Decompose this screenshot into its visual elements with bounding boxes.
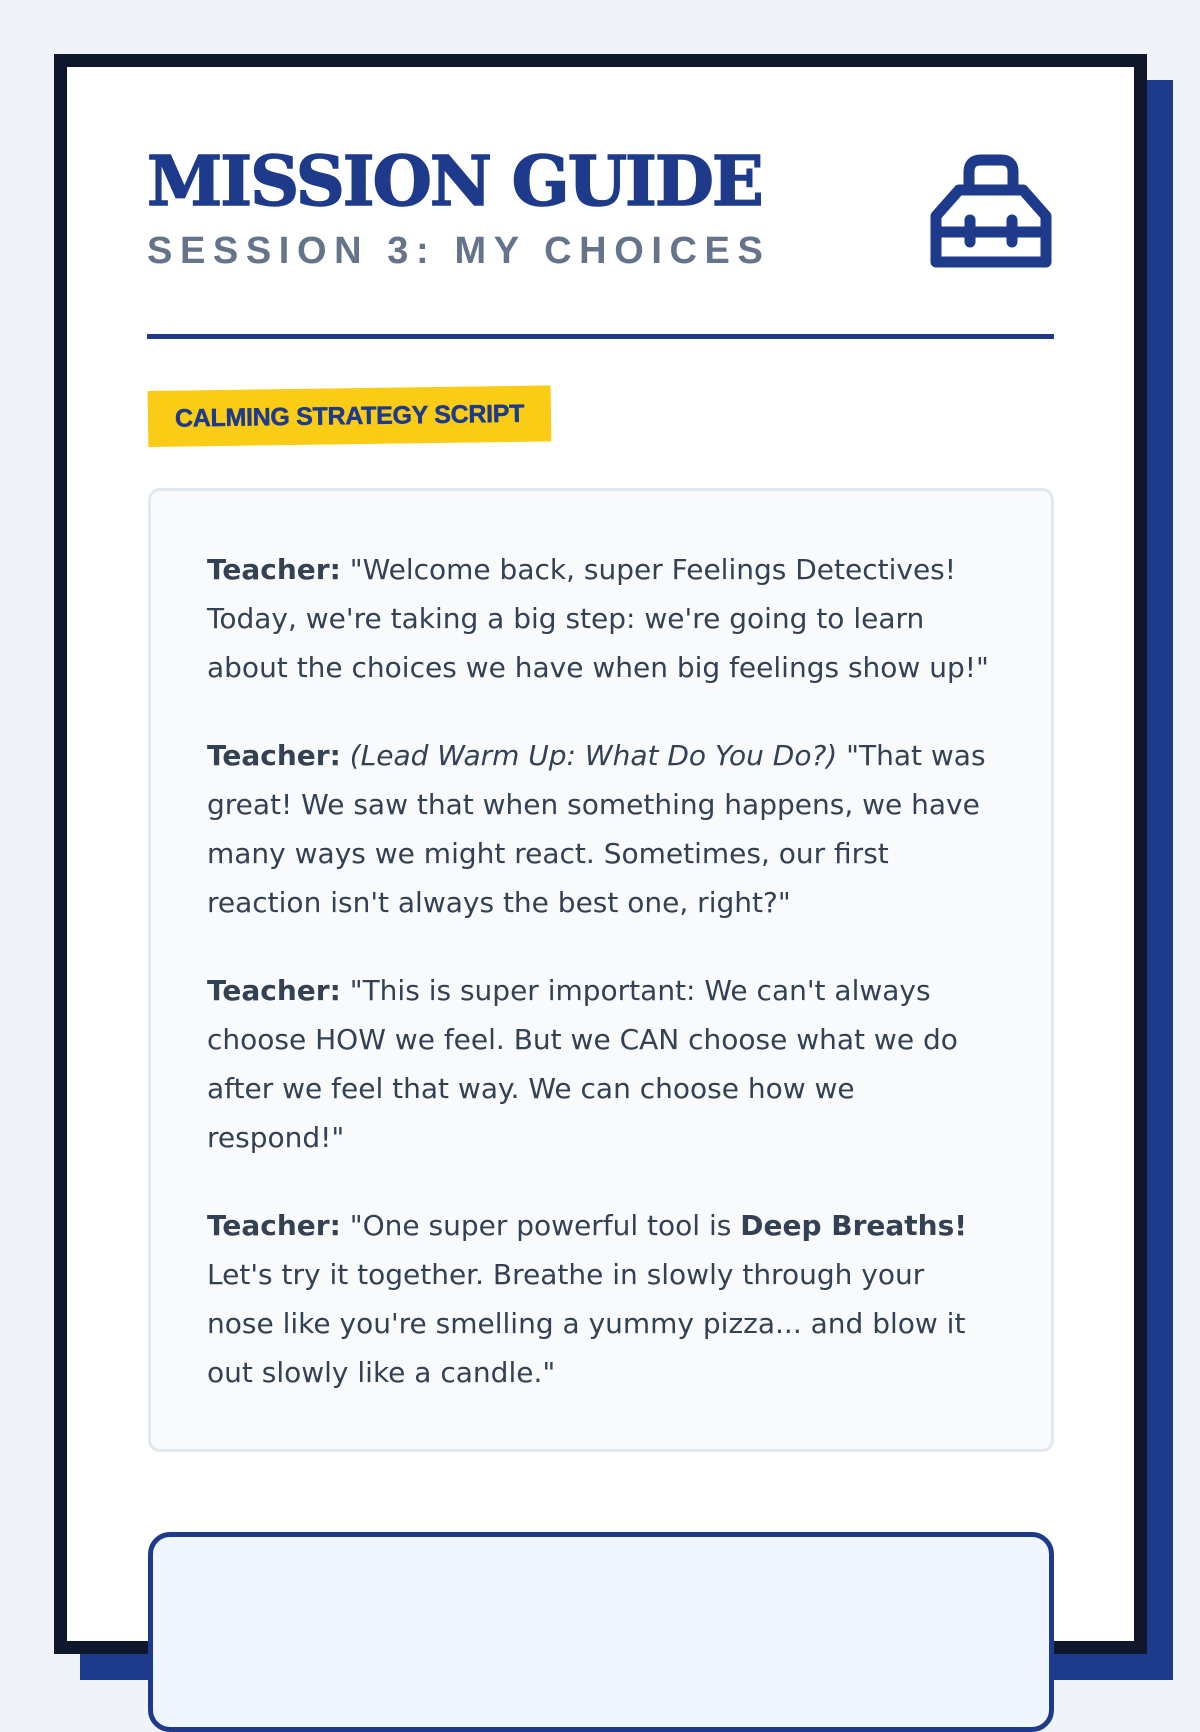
script-text: "That was great! We saw that when something happens, we have many ways we might react. Sometimes, our first reaction isn't always the best one, right?" [207,739,986,919]
script-panel [148,488,1054,1452]
script-paragraph [207,1201,999,1397]
script-text: Let's try it together. Breathe in slowly through your nose like you're smelling a yummy pizza... and blow it out slowly like a candle." [207,1258,966,1389]
section-tag-label: CALMING STRATEGY SCRIPT [174,399,525,433]
next-section-box [148,1532,1054,1732]
script-paragraph [207,731,999,927]
page-title: MISSION GUIDE [147,142,762,222]
emphasis-term: Deep Breaths! [740,1209,968,1242]
page-header [147,142,1054,338]
header-divider [147,334,1054,339]
stage-direction: (Lead Warm Up: What Do You Do?) [349,739,838,772]
session-subtitle: SESSION 3: MY CHOICES [147,230,771,272]
script-paragraph [207,545,999,692]
section-tag [148,385,552,447]
toolbox-icon [928,152,1054,270]
speaker-label: Teacher: [207,553,341,586]
speaker-label: Teacher: [207,974,341,1007]
speaker-label: Teacher: [207,1209,341,1242]
script-text: "This is super important: We can't always choose HOW we feel. But we CAN choose what we do after we feel that way. We can choose how we respond!" [207,974,958,1154]
script-paragraph [207,966,999,1162]
script-text: "Welcome back, super Feelings Detectives! Today, we're taking a big step: we're going to learn about the choices we have when big feelings show up!" [207,553,989,684]
script-text: "One super powerful tool is [340,1209,741,1242]
speaker-label: Teacher: [207,739,341,772]
